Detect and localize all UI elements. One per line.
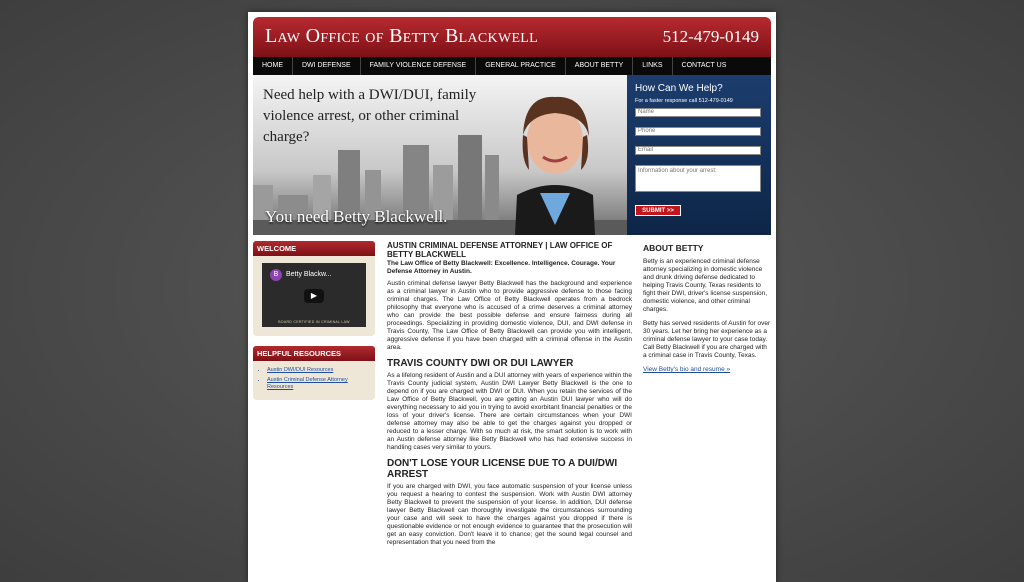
page-container <box>248 12 776 582</box>
attorney-portrait <box>495 75 615 235</box>
main-nav <box>253 57 771 75</box>
resources-heading: HELPFUL RESOURCES <box>253 346 375 361</box>
hero-headline: Need help with a DWI/DUI, family violence arrest, or other criminal charge? <box>263 87 477 145</box>
site-header <box>253 17 771 57</box>
nav-dwi-defense[interactable]: DWI DEFENSE <box>293 57 361 75</box>
resource-link-criminal-defense[interactable]: • Austin Criminal Defense Attorney Resources <box>267 377 369 391</box>
contact-form <box>627 75 771 235</box>
arrest-info-input[interactable] <box>635 165 761 192</box>
play-icon[interactable]: ▶ <box>304 289 324 303</box>
about-heading: ABOUT BETTY <box>643 243 704 253</box>
submit-button[interactable]: SUBMIT >> <box>635 205 681 216</box>
header-phone[interactable]: 512-479-0149 <box>662 27 759 46</box>
form-title: How Can We Help? <box>635 83 723 94</box>
nav-links[interactable]: LINKS <box>633 57 672 75</box>
section2-heading: DON'T LOSE YOUR LICENSE DUE TO A DUI/DWI ARREST <box>387 458 618 480</box>
section1-paragraph: As a lifelong resident of Austin and a DUI attorney with years of experience within the Travis County judicial system, Austin DWI Lawyer Betty Blackwell is the one to depend on if you are charged with DWI or DUI. When you retain the services of the Law Office of Betty Blackwell, you are getting an Austin DUI lawyer who will do everything necessary to aid you in trying to avoid exorbitant financial penalties or the loss of your driver's license. There are certain circumstances when your DWI defense attorney may also be able to get the charges against you dropped or reduced to a lesser charge. With so much at risk, the smart solution is to work with an Austin defense attorney like Betty Blackwell who has had extensive success in handling cases very similar to yours. <box>387 372 632 451</box>
resources-box <box>253 346 375 400</box>
page-subtitle: The Law Office of Betty Blackwell: Excellence. Intelligence. Courage. Your Defense Attorney in Austin. <box>387 260 616 275</box>
name-input[interactable] <box>635 108 761 117</box>
main-content <box>387 241 632 553</box>
phone-input[interactable] <box>635 127 761 136</box>
welcome-box <box>253 241 375 336</box>
resources-list <box>253 361 375 400</box>
form-subtitle: For a faster response call 512-479-0149 <box>635 98 733 104</box>
section1-heading: TRAVIS COUNTY DWI OR DUI LAWYER <box>387 358 574 369</box>
nav-general-practice[interactable]: GENERAL PRACTICE <box>476 57 566 75</box>
page-title: AUSTIN CRIMINAL DEFENSE ATTORNEY | LAW OFFICE OF BETTY BLACKWELL <box>387 241 613 259</box>
site-title[interactable]: Law Office of Betty Blackwell <box>265 25 539 47</box>
welcome-heading: WELCOME <box>253 241 375 256</box>
about-sidebar <box>643 243 771 373</box>
left-sidebar <box>253 241 375 410</box>
nav-family-violence-defense[interactable]: FAMILY VIOLENCE DEFENSE <box>361 57 477 75</box>
resource-link-dwi[interactable]: • Austin DWI/DUI Resources <box>267 367 369 374</box>
video-title[interactable]: Betty Blackw... <box>286 271 332 278</box>
nav-contact-us[interactable]: CONTACT US <box>681 62 727 69</box>
hero-tagline: You need Betty Blackwell. <box>265 207 448 226</box>
section2-paragraph: If you are charged with DWI, you face automatic suspension of your license unless you request a hearing to contest the suspension. Work with Austin DWI attorney Betty Blackwell to prevent the suspension of your license. In addition, DUI defense lawyer Betty Blackwell can thoroughly investigate the circumstances surrounding your case and will seek to have the charges against you dropped if there is questionable evidence or not enough evidence to guarantee that the prosecution will get an easy conviction. Don't leave it to chance; get the sound legal counsel and representation that you need from the <box>387 483 632 546</box>
nav-home[interactable]: HOME <box>253 57 293 75</box>
about-paragraph-1: Betty is an experienced criminal defense attorney specializing in domestic violence and drunk driving defense dedicated to helping Travis County, Texas residents to fight their DWI, driver's license suspension, domestic violence, and other criminal charges. <box>643 258 768 313</box>
nav-about-betty[interactable]: ABOUT BETTY <box>566 57 634 75</box>
intro-paragraph: Austin criminal defense lawyer Betty Blackwell has the background and experience as a criminal lawyer in Austin who to provide aggressive defense to those facing criminal charges. The Law Office of Betty Blackwell operates from a bedrock philosophy that everyone who is accused of a crime deserves a criminal attorney who can provide the best possible defense and ensure fairness during all proceedings. Specializing in providing domestic violence, DUI, and DWI defense in Travis County, The Law Office of Betty Blackwell can provide you with intelligent, aggressive defense if you have been charged with a criminal offense in the Austin area. <box>387 280 632 351</box>
bio-link[interactable]: View Betty's bio and resume » <box>643 366 731 373</box>
channel-avatar: B <box>270 269 282 281</box>
video-caption: BOARD CERTIFIED IN CRIMINAL LAW <box>278 320 350 324</box>
hero-banner <box>253 75 627 235</box>
about-paragraph-2: Betty has served residents of Austin for over 30 years. Let her bring her experience as a criminal defense lawyer to your case today. Call Betty Blackwell if you are charged with a criminal case in Travis County, Texas. <box>643 320 771 359</box>
welcome-video[interactable] <box>262 263 366 327</box>
email-input[interactable] <box>635 146 761 155</box>
